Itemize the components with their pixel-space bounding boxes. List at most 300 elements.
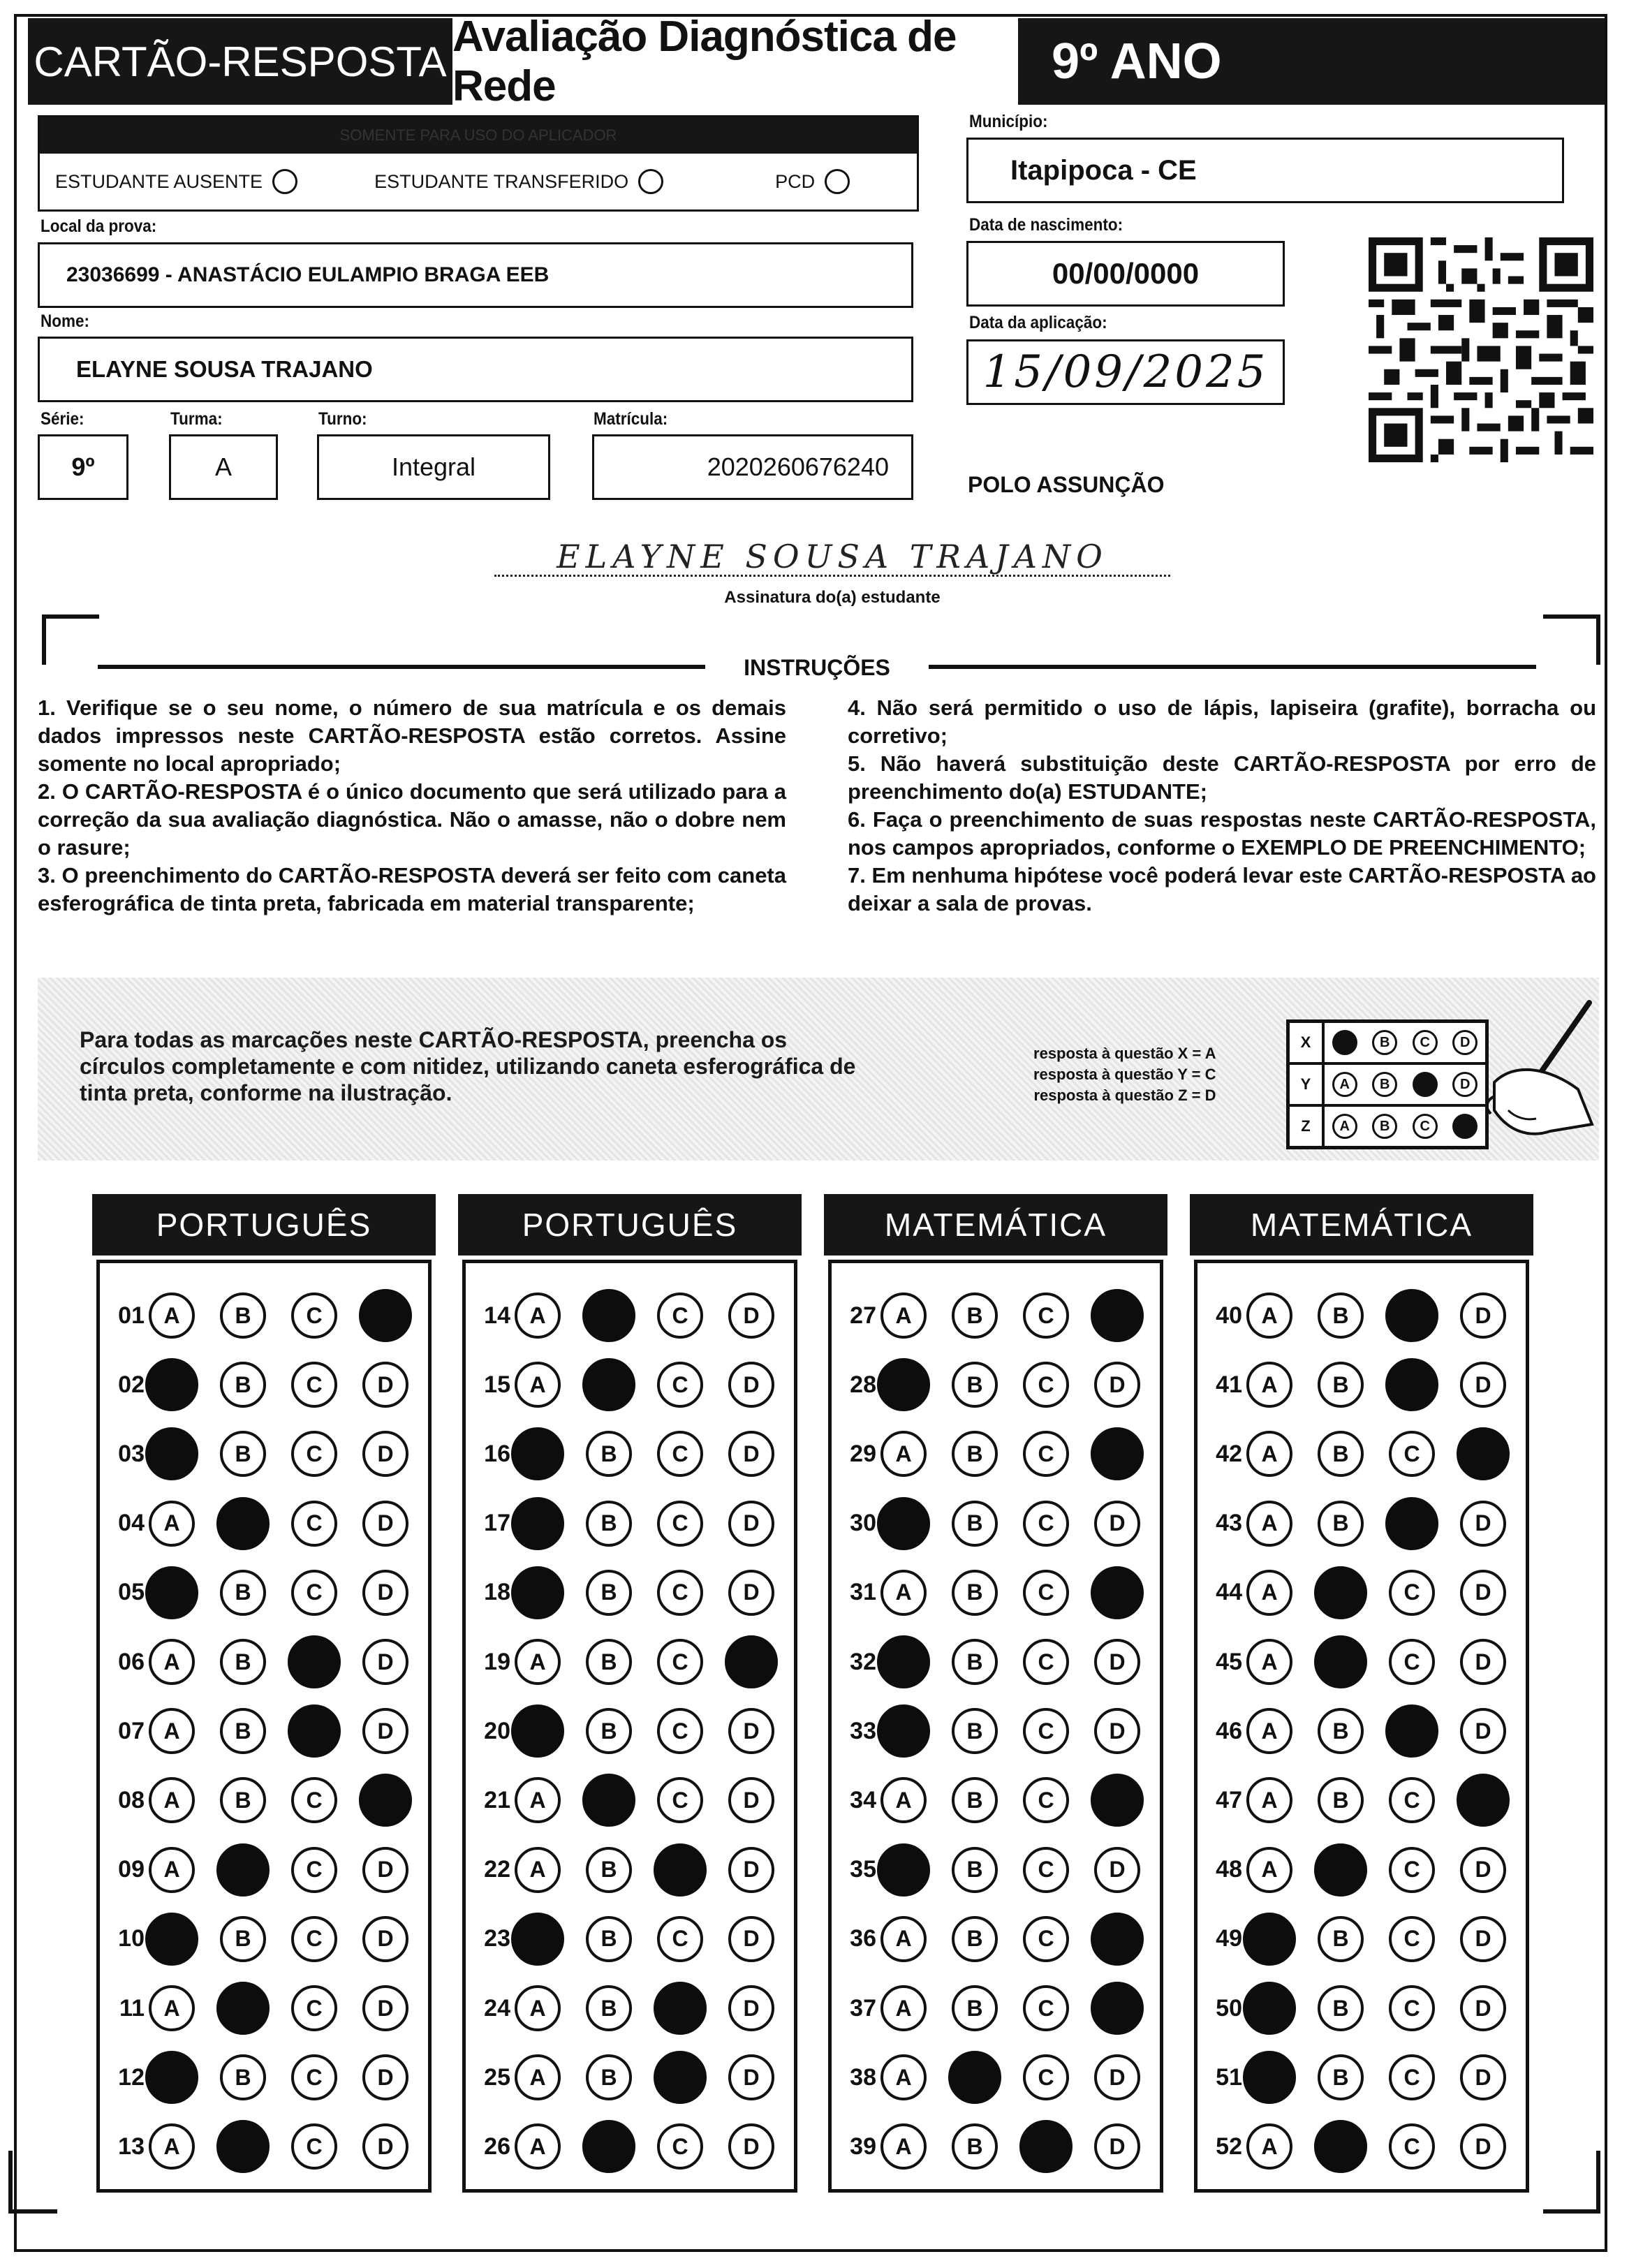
answer-bubble-a[interactable] xyxy=(145,1358,198,1411)
answer-bubble-c[interactable]: C xyxy=(291,1570,337,1616)
question-row xyxy=(470,1492,799,1555)
question-row xyxy=(836,1422,1165,1485)
answer-bubble-a[interactable] xyxy=(145,1913,198,1966)
answer-bubble-d[interactable]: D xyxy=(1460,1847,1506,1893)
answer-bubble-b[interactable]: B xyxy=(586,1916,632,1962)
instruction-6: 6. Faça o preenchimento de suas respostas neste CARTÃO-RESPOSTA, nos campos apropriados, conforme o EXEMPLO DE PREENCHIMENTO; xyxy=(848,807,1596,860)
answer-bubble-d[interactable]: D xyxy=(728,1916,774,1962)
question-row xyxy=(470,1630,799,1693)
question-row xyxy=(836,1839,1165,1901)
turma-label: Turma: xyxy=(170,409,223,429)
answer-bubble-b[interactable]: B xyxy=(952,1293,998,1339)
answer-bubble-b[interactable] xyxy=(216,2120,270,2173)
question-number: 52 xyxy=(1216,2133,1242,2160)
question-row xyxy=(836,1700,1165,1762)
question-row xyxy=(470,1908,799,1971)
answer-bubble-b[interactable]: B xyxy=(220,1777,266,1823)
answer-bubble-d[interactable]: D xyxy=(1460,2123,1506,2170)
answer-bubble-b[interactable]: B xyxy=(220,1362,266,1408)
answer-bubble-a[interactable]: A xyxy=(1246,1362,1292,1408)
answer-bubble-b[interactable]: B xyxy=(586,1639,632,1685)
question-row xyxy=(1202,1839,1531,1901)
question-number: 32 xyxy=(850,1648,876,1675)
question-row xyxy=(1202,1422,1531,1485)
answer-bubble-a[interactable]: A xyxy=(1246,1501,1292,1547)
corner-bracket-bottom-left xyxy=(8,2151,57,2214)
answer-bubble-b[interactable]: B xyxy=(220,1431,266,1477)
answer-bubble-c[interactable]: C xyxy=(657,1916,703,1962)
answer-bubble-a[interactable] xyxy=(511,1497,564,1550)
answer-bubble-b[interactable]: B xyxy=(220,1570,266,1616)
answer-bubble-c[interactable]: C xyxy=(657,1293,703,1339)
answer-bubble-c[interactable]: C xyxy=(1023,2054,1069,2100)
answer-bubble-c[interactable]: C xyxy=(1023,1708,1069,1754)
question-number: 17 xyxy=(484,1510,510,1537)
answer-bubble-c[interactable]: C xyxy=(1389,1985,1435,2031)
answer-bubble-b[interactable] xyxy=(582,2120,635,2173)
question-number: 46 xyxy=(1216,1717,1242,1744)
answer-bubble-b[interactable]: B xyxy=(1318,1777,1364,1823)
answer-bubble-c[interactable]: C xyxy=(291,1847,337,1893)
question-number: 43 xyxy=(1216,1510,1242,1537)
question-number: 03 xyxy=(118,1440,145,1467)
answer-bubble-b[interactable] xyxy=(1314,1843,1367,1897)
answer-bubble-d[interactable]: D xyxy=(362,1847,408,1893)
answer-bubble-b[interactable]: B xyxy=(1318,2054,1364,2100)
answer-bubble-d[interactable]: D xyxy=(362,2054,408,2100)
question-number: 37 xyxy=(850,1994,876,2022)
question-number: 06 xyxy=(118,1648,145,1675)
answer-bubble-d[interactable] xyxy=(1457,1774,1510,1827)
answer-bubble-b[interactable] xyxy=(1314,1635,1367,1688)
answer-bubble-d[interactable]: D xyxy=(1460,1570,1506,1616)
answer-bubble-b[interactable]: B xyxy=(586,1501,632,1547)
applicator-bar: SOMENTE PARA USO DO APLICADOR xyxy=(40,117,917,154)
question-number: 29 xyxy=(850,1440,876,1467)
answer-bubble-c[interactable] xyxy=(654,1843,707,1897)
question-row xyxy=(1202,1353,1531,1416)
answer-bubble-c[interactable]: C xyxy=(1389,1847,1435,1893)
answer-bubble-a[interactable]: A xyxy=(1246,1431,1292,1477)
answer-bubble-d[interactable]: D xyxy=(728,2123,774,2170)
answer-bubble-b[interactable]: B xyxy=(1318,1431,1364,1477)
instructions-rule-right xyxy=(929,665,1536,669)
answer-bubble-d[interactable]: D xyxy=(728,1777,774,1823)
answer-bubble-a[interactable] xyxy=(511,1566,564,1619)
question-row xyxy=(470,1561,799,1624)
answer-bubble-a[interactable]: A xyxy=(515,1293,561,1339)
answer-bubble-c[interactable]: C xyxy=(1389,1916,1435,1962)
answer-bubble-b[interactable]: B xyxy=(1318,1293,1364,1339)
answer-bubble-c[interactable]: C xyxy=(1023,1293,1069,1339)
serie-field: 9º xyxy=(38,434,128,500)
answer-bubble-d[interactable]: D xyxy=(728,1708,774,1754)
answer-bubble-b[interactable]: B xyxy=(1318,1501,1364,1547)
question-number: 26 xyxy=(484,2133,510,2160)
question-row xyxy=(836,1353,1165,1416)
question-row xyxy=(470,2115,799,2178)
answer-bubble-d[interactable]: D xyxy=(362,1362,408,1408)
answer-bubble-c[interactable]: C xyxy=(1023,1362,1069,1408)
answer-bubble-c[interactable]: C xyxy=(291,1362,337,1408)
answer-bubble-b[interactable]: B xyxy=(220,1708,266,1754)
answer-bubble-c[interactable]: C xyxy=(657,1777,703,1823)
answer-bubble-c[interactable]: C xyxy=(657,1431,703,1477)
answer-bubble-c[interactable]: C xyxy=(291,1431,337,1477)
answer-bubble-b[interactable] xyxy=(216,1843,270,1897)
answer-bubble-a[interactable]: A xyxy=(149,1985,195,2031)
answer-bubble-d[interactable] xyxy=(359,1774,412,1827)
example-row-label: Y xyxy=(1288,1063,1323,1105)
answer-bubble-c[interactable]: C xyxy=(291,1985,337,2031)
answer-bubble-d[interactable] xyxy=(1091,1566,1144,1619)
answer-bubble-b[interactable]: B xyxy=(952,2123,998,2170)
answer-bubble-a[interactable] xyxy=(145,2051,198,2104)
turno-label: Turno: xyxy=(318,409,367,429)
answer-bubble-a[interactable] xyxy=(877,1635,930,1688)
answer-bubble-c[interactable] xyxy=(654,1982,707,2035)
answer-bubble-c[interactable]: C xyxy=(1023,1847,1069,1893)
answer-bubble-c[interactable]: C xyxy=(291,2054,337,2100)
answer-bubble-a[interactable] xyxy=(877,1843,930,1897)
answer-bubble-c[interactable]: C xyxy=(657,1708,703,1754)
answer-bubble-b[interactable]: B xyxy=(586,1570,632,1616)
answer-bubble-b[interactable] xyxy=(216,1497,270,1550)
answer-bubble-d[interactable]: D xyxy=(728,1431,774,1477)
answer-bubble-c[interactable] xyxy=(1385,1289,1438,1342)
answer-bubble-c[interactable]: C xyxy=(1389,1777,1435,1823)
serie-label: Série: xyxy=(40,409,84,429)
answer-bubble-d[interactable]: D xyxy=(728,1362,774,1408)
question-column xyxy=(462,1260,797,2193)
instruction-5: 5. Não haverá substituição deste CARTÃO-RESPOSTA por erro de preenchimento do(a) ESTUDANTE; xyxy=(848,751,1596,804)
answer-bubble-d[interactable] xyxy=(1091,1289,1144,1342)
answer-bubble-d[interactable]: D xyxy=(1094,1501,1140,1547)
question-number: 41 xyxy=(1216,1371,1242,1398)
hand-with-pen-icon xyxy=(1466,999,1596,1159)
answer-bubble-d[interactable]: D xyxy=(362,2123,408,2170)
answer-bubble-a[interactable]: A xyxy=(149,1847,195,1893)
answer-bubble-a[interactable]: A xyxy=(880,2123,927,2170)
answer-bubble-a[interactable]: A xyxy=(1246,1777,1292,1823)
answer-bubble-d[interactable]: D xyxy=(728,1847,774,1893)
municipio-label: Município: xyxy=(969,112,1048,131)
answer-bubble-d[interactable]: D xyxy=(1094,1708,1140,1754)
answer-bubble-c[interactable]: C xyxy=(657,1639,703,1685)
answer-bubble-a[interactable]: A xyxy=(149,1639,195,1685)
answer-bubble-a[interactable]: A xyxy=(515,2054,561,2100)
answer-bubble-b[interactable]: B xyxy=(952,1847,998,1893)
answer-bubble-c[interactable]: C xyxy=(657,1501,703,1547)
answer-bubble-a[interactable]: A xyxy=(880,1916,927,1962)
transferred-checkbox[interactable] xyxy=(638,169,663,194)
corner-bracket-bottom-right xyxy=(1543,2151,1600,2214)
answer-bubble-a[interactable]: A xyxy=(880,1777,927,1823)
answer-bubble-a[interactable]: A xyxy=(880,1570,927,1616)
answer-bubble-a[interactable]: A xyxy=(515,1985,561,2031)
answer-bubble-c[interactable]: C xyxy=(1023,1777,1069,1823)
answer-bubble-b[interactable]: B xyxy=(586,1431,632,1477)
question-row xyxy=(1202,1977,1531,2040)
answer-bubble-b[interactable]: B xyxy=(586,2054,632,2100)
answer-bubble-b[interactable] xyxy=(582,1289,635,1342)
answer-bubble-d[interactable] xyxy=(1457,1427,1510,1480)
answer-bubble-a[interactable] xyxy=(1243,2051,1296,2104)
question-number: 44 xyxy=(1216,1579,1242,1606)
answer-bubble-a[interactable]: A xyxy=(149,1777,195,1823)
answer-bubble-d[interactable]: D xyxy=(1460,1639,1506,1685)
answer-bubble-d[interactable]: D xyxy=(1460,1916,1506,1962)
answer-bubble-b[interactable]: B xyxy=(952,1985,998,2031)
answer-bubble-d[interactable]: D xyxy=(728,1501,774,1547)
answer-bubble-a[interactable]: A xyxy=(149,2123,195,2170)
answer-bubble-d[interactable]: D xyxy=(1460,1985,1506,2031)
answer-bubble-d[interactable]: D xyxy=(728,2054,774,2100)
question-number: 12 xyxy=(118,2063,145,2091)
question-row xyxy=(104,1422,434,1485)
question-number: 15 xyxy=(484,1371,510,1398)
answer-bubble-c[interactable]: C xyxy=(1023,1985,1069,2031)
answer-bubble-d[interactable] xyxy=(1091,1913,1144,1966)
answer-bubble-d[interactable]: D xyxy=(1094,1639,1140,1685)
answer-bubble-c[interactable]: C xyxy=(1023,1639,1069,1685)
answer-bubble-c[interactable]: C xyxy=(1023,1570,1069,1616)
question-row xyxy=(1202,1561,1531,1624)
answer-bubble-b[interactable] xyxy=(216,1982,270,2035)
answer-bubble-a[interactable]: A xyxy=(149,1501,195,1547)
example-bubble-c: C xyxy=(1413,1030,1438,1055)
answer-bubble-d[interactable]: D xyxy=(728,1985,774,2031)
answer-bubble-b[interactable] xyxy=(582,1358,635,1411)
answer-bubble-b[interactable] xyxy=(1314,2120,1367,2173)
answer-bubble-c[interactable]: C xyxy=(291,2123,337,2170)
answer-bubble-b[interactable]: B xyxy=(952,1570,998,1616)
answer-bubble-a[interactable] xyxy=(511,1427,564,1480)
turno-field: Integral xyxy=(317,434,550,500)
answer-bubble-c[interactable]: C xyxy=(657,2123,703,2170)
answer-bubble-b[interactable]: B xyxy=(220,2054,266,2100)
question-row xyxy=(104,2046,434,2109)
answer-bubble-b[interactable]: B xyxy=(952,1708,998,1754)
example-bubble-d: D xyxy=(1452,1030,1477,1055)
answer-bubble-a[interactable]: A xyxy=(1246,1847,1292,1893)
name-label: Nome: xyxy=(40,311,90,331)
answer-bubble-a[interactable] xyxy=(1243,1913,1296,1966)
answer-bubble-c[interactable]: C xyxy=(1389,1639,1435,1685)
answer-bubble-a[interactable]: A xyxy=(1246,1708,1292,1754)
answer-bubble-a[interactable] xyxy=(145,1427,198,1480)
answer-bubble-a[interactable]: A xyxy=(1246,1293,1292,1339)
question-number: 27 xyxy=(850,1302,876,1329)
absent-checkbox[interactable] xyxy=(272,169,297,194)
answer-bubble-d[interactable]: D xyxy=(362,1985,408,2031)
answer-bubble-d[interactable] xyxy=(359,1289,412,1342)
aplicacao-label: Data da aplicação: xyxy=(969,313,1107,332)
question-row xyxy=(470,1700,799,1762)
question-row xyxy=(470,1284,799,1347)
question-row xyxy=(1202,1700,1531,1762)
answer-bubble-a[interactable]: A xyxy=(880,1985,927,2031)
answer-bubble-a[interactable] xyxy=(877,1704,930,1758)
polo-label: POLO ASSUNÇÃO xyxy=(968,472,1165,497)
matricula-label: Matrícula: xyxy=(594,409,668,429)
answer-bubble-d[interactable] xyxy=(1091,1774,1144,1827)
question-number: 35 xyxy=(850,1856,876,1883)
answer-bubble-a[interactable]: A xyxy=(515,1639,561,1685)
answer-bubble-b[interactable]: B xyxy=(952,1639,998,1685)
answer-bubble-b[interactable]: B xyxy=(952,1501,998,1547)
answer-bubble-b[interactable]: B xyxy=(952,1431,998,1477)
question-row xyxy=(1202,1284,1531,1347)
corner-bracket-top-right xyxy=(1543,614,1600,665)
answer-bubble-d[interactable]: D xyxy=(1460,2054,1506,2100)
answer-bubble-b[interactable]: B xyxy=(586,1985,632,2031)
instruction-1: 1. Verifique se o seu nome, o número de sua matrícula e os demais dados impressos neste CARTÃO-RESPOSTA estão corretos. Assine somente no local apropriado; xyxy=(38,695,786,776)
answer-bubble-d[interactable]: D xyxy=(362,1501,408,1547)
answer-bubble-c[interactable]: C xyxy=(1023,1916,1069,1962)
question-column xyxy=(96,1260,432,2193)
answer-bubble-d[interactable]: D xyxy=(1460,1501,1506,1547)
answer-bubble-a[interactable]: A xyxy=(515,1777,561,1823)
question-row xyxy=(836,2115,1165,2178)
answer-bubble-d[interactable]: D xyxy=(1460,1293,1506,1339)
answer-bubble-a[interactable]: A xyxy=(1246,1570,1292,1616)
answer-bubble-d[interactable]: D xyxy=(362,1639,408,1685)
answer-bubble-a[interactable]: A xyxy=(515,2123,561,2170)
answer-bubble-d[interactable]: D xyxy=(362,1431,408,1477)
answer-bubble-a[interactable] xyxy=(511,1704,564,1758)
answer-bubble-b[interactable]: B xyxy=(586,1847,632,1893)
answer-bubble-d[interactable]: D xyxy=(362,1916,408,1962)
answer-bubble-a[interactable]: A xyxy=(880,1293,927,1339)
answer-bubble-b[interactable] xyxy=(948,2051,1001,2104)
answer-bubble-d[interactable]: D xyxy=(362,1708,408,1754)
answer-bubble-c[interactable] xyxy=(1385,1358,1438,1411)
answer-bubble-d[interactable]: D xyxy=(728,1570,774,1616)
answer-bubble-c[interactable] xyxy=(288,1704,341,1758)
example-legend-x: resposta à questão X = A xyxy=(1033,1045,1216,1062)
absent-label: ESTUDANTE AUSENTE xyxy=(55,170,263,192)
question-row xyxy=(104,2115,434,2178)
answer-bubble-c[interactable] xyxy=(1385,1704,1438,1758)
instruction-7: 7. Em nenhuma hipótese você poderá levar este CARTÃO-RESPOSTA ao deixar a sala de provas. xyxy=(848,863,1596,915)
answer-bubble-c[interactable]: C xyxy=(291,1293,337,1339)
question-row xyxy=(836,1492,1165,1555)
name-field xyxy=(38,337,913,402)
answer-bubble-b[interactable]: B xyxy=(1318,1362,1364,1408)
pcd-checkbox[interactable] xyxy=(825,169,850,194)
local-field: 23036699 - ANASTÁCIO EULAMPIO BRAGA EEB xyxy=(38,242,913,308)
question-number: 38 xyxy=(850,2063,876,2091)
aplicacao-field-handwritten: 15/09/2025 xyxy=(966,339,1285,405)
answer-bubble-c[interactable]: C xyxy=(1389,2054,1435,2100)
answer-bubble-d[interactable]: D xyxy=(1094,1362,1140,1408)
answer-bubble-b[interactable]: B xyxy=(1318,1708,1364,1754)
answer-bubble-b[interactable]: B xyxy=(220,1916,266,1962)
answer-bubble-d[interactable]: D xyxy=(362,1570,408,1616)
answer-bubble-a[interactable] xyxy=(145,1566,198,1619)
answer-bubble-c[interactable]: C xyxy=(291,1916,337,1962)
answer-bubble-d[interactable]: D xyxy=(728,1293,774,1339)
answer-bubble-c[interactable]: C xyxy=(1023,1501,1069,1547)
answer-bubble-d[interactable]: D xyxy=(1460,1362,1506,1408)
answer-bubble-b[interactable] xyxy=(1314,1566,1367,1619)
answer-bubble-a[interactable]: A xyxy=(515,1847,561,1893)
question-number: 23 xyxy=(484,1925,510,1952)
answer-bubble-d[interactable]: D xyxy=(1094,1847,1140,1893)
answer-bubble-c[interactable]: C xyxy=(657,1362,703,1408)
answer-bubble-c[interactable]: C xyxy=(291,1777,337,1823)
answer-bubble-c[interactable] xyxy=(1385,1497,1438,1550)
answer-bubble-b[interactable]: B xyxy=(220,1293,266,1339)
answer-bubble-b[interactable]: B xyxy=(952,1777,998,1823)
answer-bubble-b[interactable]: B xyxy=(220,1639,266,1685)
answer-bubble-a[interactable] xyxy=(511,1913,564,1966)
answer-bubble-c[interactable] xyxy=(1019,2120,1073,2173)
answer-bubble-a[interactable]: A xyxy=(515,1362,561,1408)
answer-bubble-a[interactable] xyxy=(877,1358,930,1411)
answer-bubble-c[interactable]: C xyxy=(1389,1570,1435,1616)
answer-bubble-a[interactable]: A xyxy=(1246,1639,1292,1685)
example-legend-y: resposta à questão Y = C xyxy=(1033,1066,1216,1083)
answer-bubble-a[interactable]: A xyxy=(149,1293,195,1339)
answer-bubble-b[interactable]: B xyxy=(1318,1916,1364,1962)
answer-bubble-a[interactable]: A xyxy=(149,1708,195,1754)
answer-bubble-c[interactable]: C xyxy=(1023,1431,1069,1477)
answer-bubble-c[interactable] xyxy=(288,1635,341,1688)
answer-bubble-a[interactable] xyxy=(877,1497,930,1550)
question-number: 25 xyxy=(484,2063,510,2091)
example-row xyxy=(1323,1105,1487,1147)
answer-bubble-c[interactable]: C xyxy=(1389,1431,1435,1477)
question-row xyxy=(1202,2046,1531,2109)
turma-field: A xyxy=(169,434,278,500)
question-number: 05 xyxy=(118,1579,145,1606)
answer-bubble-d[interactable] xyxy=(725,1635,778,1688)
question-row xyxy=(104,1353,434,1416)
answer-bubble-c[interactable]: C xyxy=(291,1501,337,1547)
answer-bubble-d[interactable] xyxy=(1091,1982,1144,2035)
answer-bubble-c[interactable] xyxy=(654,2051,707,2104)
name-value: ELAYNE SOUSA TRAJANO xyxy=(76,356,373,382)
answer-bubble-c[interactable]: C xyxy=(1389,2123,1435,2170)
instructions-right xyxy=(848,694,1596,918)
answer-bubble-a[interactable]: A xyxy=(880,1431,927,1477)
applicator-box xyxy=(38,115,919,212)
question-row xyxy=(470,1353,799,1416)
example-bubble-c: C xyxy=(1413,1114,1438,1139)
answer-bubble-a[interactable] xyxy=(1243,1982,1296,2035)
answer-bubble-b[interactable]: B xyxy=(1318,1985,1364,2031)
answer-bubble-a[interactable]: A xyxy=(1246,2123,1292,2170)
answer-bubble-d[interactable]: D xyxy=(1460,1708,1506,1754)
answer-bubble-b[interactable]: B xyxy=(952,1362,998,1408)
example-bubble-b: B xyxy=(1372,1114,1397,1139)
answer-bubble-d[interactable]: D xyxy=(1094,2123,1140,2170)
question-number: 51 xyxy=(1216,2063,1242,2091)
example-bubble-a xyxy=(1332,1030,1357,1055)
answer-bubble-a[interactable]: A xyxy=(880,2054,927,2100)
answer-bubble-d[interactable] xyxy=(1091,1427,1144,1480)
question-number: 20 xyxy=(484,1717,510,1744)
answer-bubble-b[interactable]: B xyxy=(586,1708,632,1754)
instructions-rule-left xyxy=(98,665,705,669)
question-row xyxy=(470,1422,799,1485)
answer-bubble-b[interactable] xyxy=(582,1774,635,1827)
answer-bubble-b[interactable]: B xyxy=(952,1916,998,1962)
answer-bubble-c[interactable]: C xyxy=(657,1570,703,1616)
answer-bubble-d[interactable]: D xyxy=(1094,2054,1140,2100)
